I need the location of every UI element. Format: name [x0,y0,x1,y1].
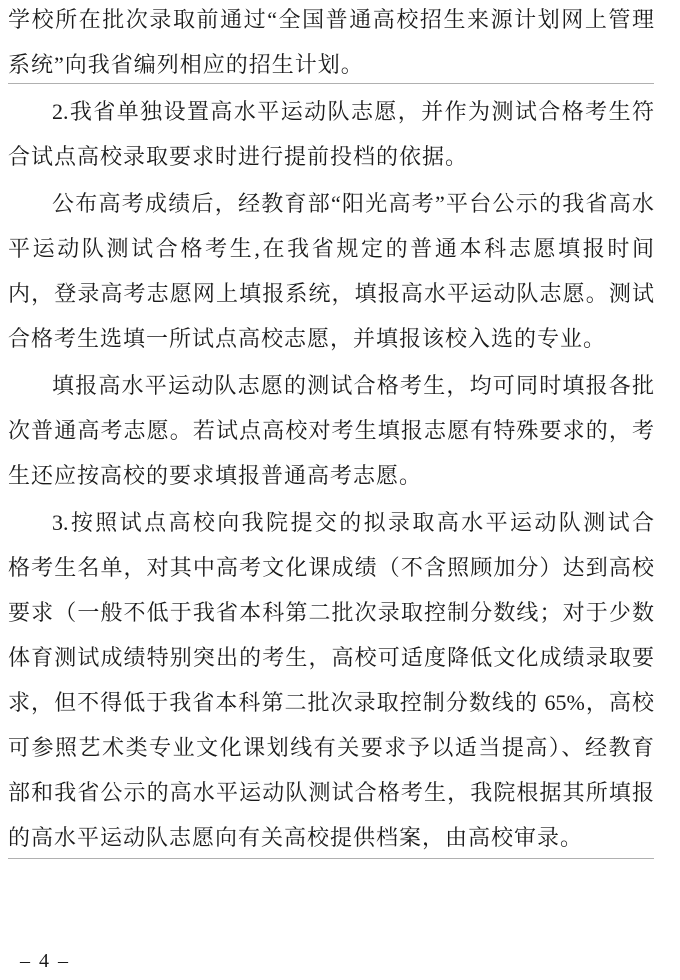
paragraph [8,363,654,498]
bottom-divider [8,858,654,859]
text-line: 学校所在批次录取前通过“全国普通高校招生来源计划网上管理 [8,7,654,32]
text-line: 生还应按高校的要求填报普通高考志愿。 [8,463,423,488]
text-line: 可参照艺术类专业文化课划线有关要求予以适当提高）、经教育 [8,735,654,760]
text-line: 体育测试成绩特别突出的考生，高校可适度降低文化成绩录取要 [8,645,654,670]
paragraph [8,500,654,860]
text-line: 平运动队测试合格考生,在我省规定的普通本科志愿填报时间 [8,236,654,261]
text-line: 部和我省公示的高水平运动队测试合格考生，我院根据其所填报 [8,780,654,805]
paragraph [8,89,654,179]
text-line: 合试点高校录取要求时进行提前投档的依据。 [8,144,469,169]
text-line: 要求（一般不低于我省本科第二批次录取控制分数线；对于少数 [8,600,654,625]
paragraph [8,181,654,361]
document-body [8,0,654,862]
text-line: 格考生名单，对其中高考文化课成绩（不含照顾加分）达到高校 [8,555,654,580]
paragraph [8,0,654,87]
text-line: 公布高考成绩后，经教育部“阳光高考”平台公示的我省高水 [52,191,654,216]
text-line: 3.按照试点高校向我院提交的拟录取高水平运动队测试合 [52,510,654,535]
text-line: 填报高水平运动队志愿的测试合格考生，均可同时填报各批 [52,373,654,398]
text-line: 合格考生选填一所试点高校志愿，并填报该校入选的专业。 [8,326,607,351]
page-number: – 4 – [20,950,70,972]
text-line: 次普通高考志愿。若试点高校对考生填报志愿有特殊要求的，考 [8,418,654,443]
text-line: 的高水平运动队志愿向有关高校提供档案，由高校审录。 [8,825,584,850]
text-line: 内，登录高考志愿网上填报系统，填报高水平运动队志愿。测试 [8,281,654,306]
text-line: 系统”向我省编列相应的招生计划。 [8,52,364,77]
text-line: 2.我省单独设置高水平运动队志愿，并作为测试合格考生符 [52,99,654,124]
text-line: 求，但不得低于我省本科第二批次录取控制分数线的 65%，高校 [8,690,654,715]
